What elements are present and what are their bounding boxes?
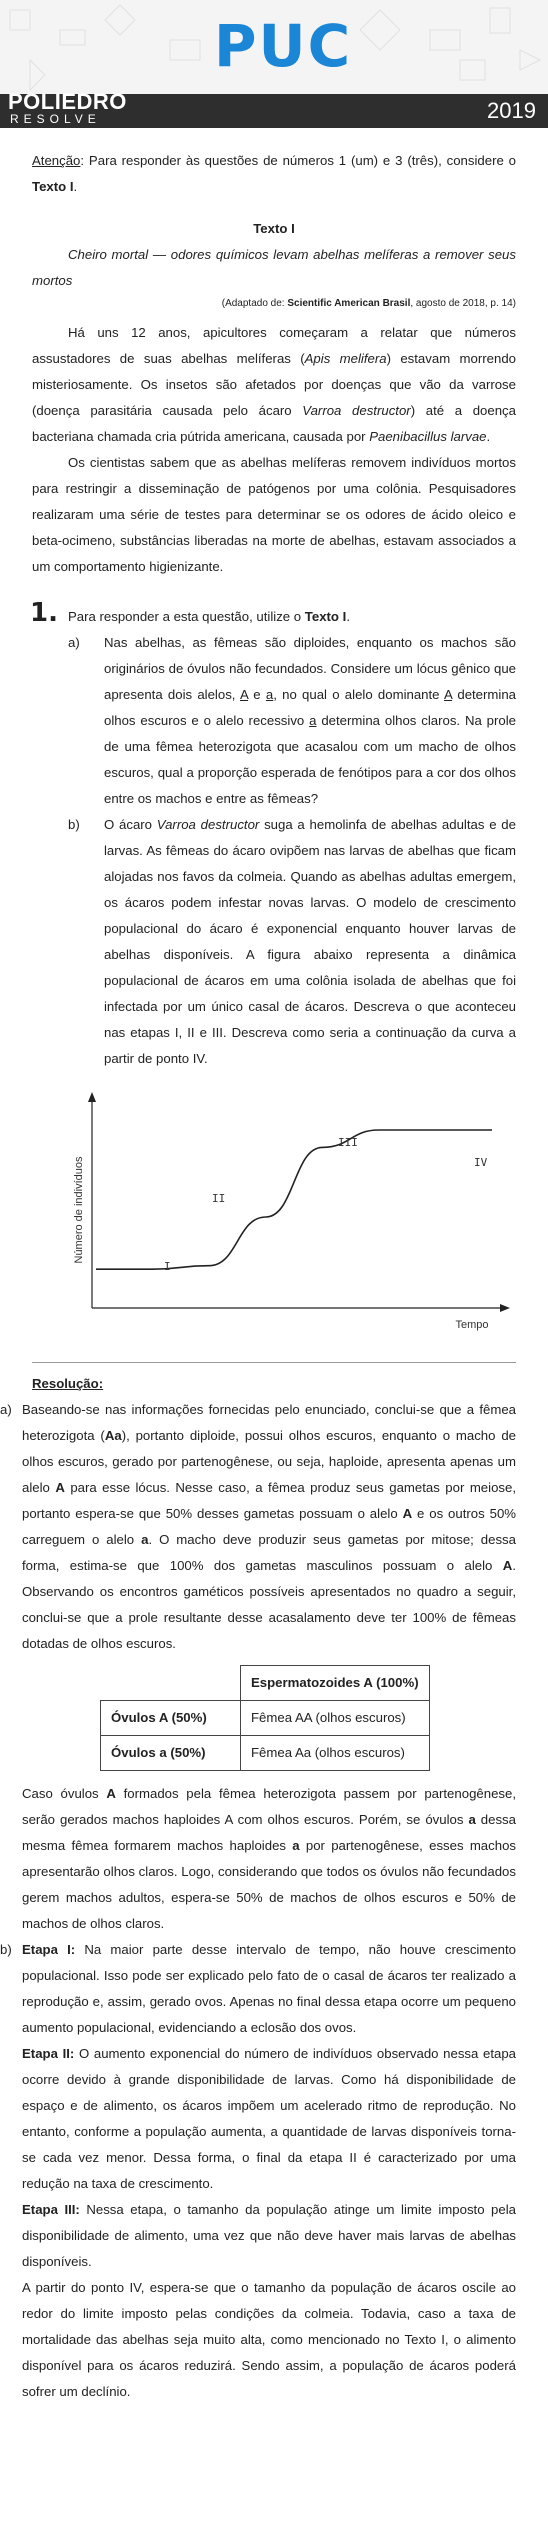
- table-row: [101, 1701, 430, 1736]
- text-subtitle: Cheiro mortal — odores químicos levam abelhas melíferas a remover seus mortos: [32, 247, 516, 288]
- population-chart: [52, 1090, 512, 1340]
- stage-3-text: Etapa III: Nessa etapa, o tamanho da população atinge um limite imposto pela disponibilidade de alimento, uma vez que não deve haver mais larvas de abelhas disponíveis.: [22, 2202, 516, 2269]
- resolve-subtitle: RESOLVE: [10, 112, 101, 126]
- y-axis-label: Número de indivíduos: [73, 1156, 85, 1264]
- gamete-table: [100, 1665, 430, 1771]
- item-a-text: Nas abelhas, as fêmeas são diploides, enquanto os machos são originários de óvulos não fecundados. Considere um lócus gênico que apresenta dois alelos, A e a, no qual o alelo dominante A determina olhos escuros e o alelo recessivo a determina olhos claros. Na prole de uma fêmea heterozigota que acasalou com um macho de olhos escuros, qual a proporção esperada de fenótipos para a cor dos olhos entre os machos e entre as fêmeas?: [104, 635, 517, 806]
- text-source: (Adaptado de: Scientific American Brasil, agosto de 2018, p. 14): [221, 298, 516, 309]
- x-axis-arrow: [500, 1304, 510, 1312]
- question-1: [30, 598, 517, 1072]
- resolution-a-p2: Caso óvulos A formados pela fêmea heterozigota passem por partenogênese, serão gerados machos haploides A com olhos escuros. Porém, se óvulos a dessa mesma fêmea formarem machos haploides a por partenogênese, esses machos apresentarão olhos claros. Logo, considerando que todos os óvulos não fecundados gerem machos adultos, espera-se 50% de machos de olhos escuros e 50% de machos de olhos claros.: [22, 1786, 517, 1931]
- puc-logo: PUC: [214, 12, 353, 80]
- text-paragraph-1: Há uns 12 anos, apicultores começaram a relatar que números assustadores de suas abelhas melíferas (Apis melifera) estavam morrendo misteriosamente. Os insetos são afetados por doenças que vão da varrose (doença parasitária causada pelo ácaro Varroa destructor) até a doença bacteriana chamada cria pútrida americana, causada por Paenibacillus larvae.: [32, 325, 516, 444]
- question-item-a: [68, 630, 516, 812]
- table-row-label: Óvulos a (50%): [101, 1736, 241, 1771]
- page-header: [0, 0, 548, 128]
- resolution-title: Resolução:: [32, 1376, 104, 1391]
- section-divider: [32, 1362, 516, 1363]
- resolution-letter-a: a): [0, 1402, 12, 1417]
- resolution-letter-b: b): [0, 1942, 12, 1957]
- table-row: [101, 1736, 430, 1771]
- table-header: Espermatozoides A (100%): [241, 1666, 430, 1701]
- resolution-b: [0, 1937, 516, 2405]
- table-cell: Fêmea Aa (olhos escuros): [241, 1736, 430, 1771]
- population-chart-svg: [52, 1090, 512, 1340]
- item-letter-a: a): [68, 635, 80, 650]
- item-letter-b: b): [68, 817, 80, 832]
- resolution-a: [0, 1397, 516, 1937]
- stage-label-i: I: [164, 1260, 171, 1273]
- text-title: Texto I: [253, 221, 295, 236]
- x-axis-label: Tempo: [455, 1319, 489, 1331]
- stage-1-text: Etapa I: Na maior parte desse intervalo de tempo, não houve crescimento populacional. Isso pode ser explicado pelo fato de o casal de ácaros ter realizado a reprodução e, assim, gerado ovos. Apenas no final dessa etapa ocorre um pequeno aumento populacional, evidenciando a eclosão dos ovos.: [22, 1942, 517, 2035]
- resolution-a-p1: Baseando-se nas informações fornecidas pelo enunciado, conclui-se que a fêmea heterozigota (Aa), portanto diploide, possui olhos escuros, enquanto o macho de olhos escuros, gerado por partenogênese, ou seja, haploide, apresenta apenas um alelo A para esse lócus. Nesse caso, a fêmea produz seus gametas por meiose, portanto espera-se que 50% desses gametas possuam o alelo A e os outros 50% carreguem o alelo a. O macho deve produzir seus gametas por mitose; dessa forma, estima-se que 100% dos gametas masculinos possuam o alelo A. Observando os encontros gaméticos possíveis apresentados no quadro a seguir, conclui-se que a prole resultante desse acasalamento deve ter 100% de fêmeas dotadas de olhos escuros.: [22, 1402, 517, 1651]
- table-cell: Fêmea AA (olhos escuros): [241, 1701, 430, 1736]
- question-lead: Para responder a esta questão, utilize o Texto I.: [68, 609, 350, 624]
- stage-label-iii: III: [338, 1136, 358, 1149]
- table-row-label: Óvulos A (50%): [101, 1701, 241, 1736]
- table-corner: [101, 1666, 241, 1701]
- stage-4-text: A partir do ponto IV, espera-se que o tamanho da população de ácaros oscile ao redor do limite imposto pelas condições da colmeia. Todavia, caso a taxa de mortalidade das abelhas seja muito alta, como mencionado no Texto I, o alimento disponível para os ácaros reduzirá. Sendo assim, a população de ácaros poderá sofrer um declínio.: [22, 2280, 516, 2399]
- page-content: [0, 148, 517, 2405]
- question-number: 1.: [30, 598, 58, 628]
- stage-2-text: Etapa II: O aumento exponencial do número de indivíduos observado nessa etapa ocorre devido à grande disponibilidade de larvas. Como há disponibilidade de espaço e de alimento, os ácaros impõem um acelerado ritmo de reprodução. No entanto, conforme a população aumenta, a quantidade de larvas disponíveis torna-se cada vez menor. Dessa forma, o final da etapa II é caracterizado por uma redução na taxa de crescimento.: [22, 2046, 516, 2191]
- y-axis-arrow: [88, 1092, 96, 1102]
- stage-label-iv: IV: [474, 1156, 488, 1169]
- stage-label-ii: II: [212, 1192, 226, 1205]
- poliedro-logo: POLIEDRO: [8, 89, 127, 114]
- text-paragraph-2: Os cientistas sabem que as abelhas melíferas removem indivíduos mortos para restringir a disseminação de patógenos por uma colônia. Pesquisadores realizaram uma série de testes para determinar se os odores de ácido oleico e beta-ocimeno, substâncias liberadas na morte de abelhas, estavam associados a um comportamento higienizante.: [32, 455, 516, 574]
- item-b-text: O ácaro Varroa destructor suga a hemolinfa de abelhas adultas e de larvas. As fêmeas do ácaro ovipõem nas larvas de abelhas que ficam alojadas nos favos da colmeia. Quando as abelhas adultas emergem, os ácaros podem infestar novas larvas. O modelo de crescimento populacional do ácaro é exponencial enquanto houver larvas de abelhas disponíveis. A figura abaixo representa a dinâmica populacional de ácaros em uma colônia isolada de abelhas que foi infectada por um único casal de ácaros. Descreva o que aconteceu nas etapas I, II e III. Descreva como seria a continuação da curva a partir de ponto IV.: [104, 817, 516, 1066]
- attention-note: Atenção: Para responder às questões de números 1 (um) e 3 (três), considere o Texto I.: [32, 153, 516, 194]
- exam-year: 2019: [487, 98, 536, 123]
- population-curve: [96, 1130, 492, 1269]
- question-item-b: [68, 812, 516, 1072]
